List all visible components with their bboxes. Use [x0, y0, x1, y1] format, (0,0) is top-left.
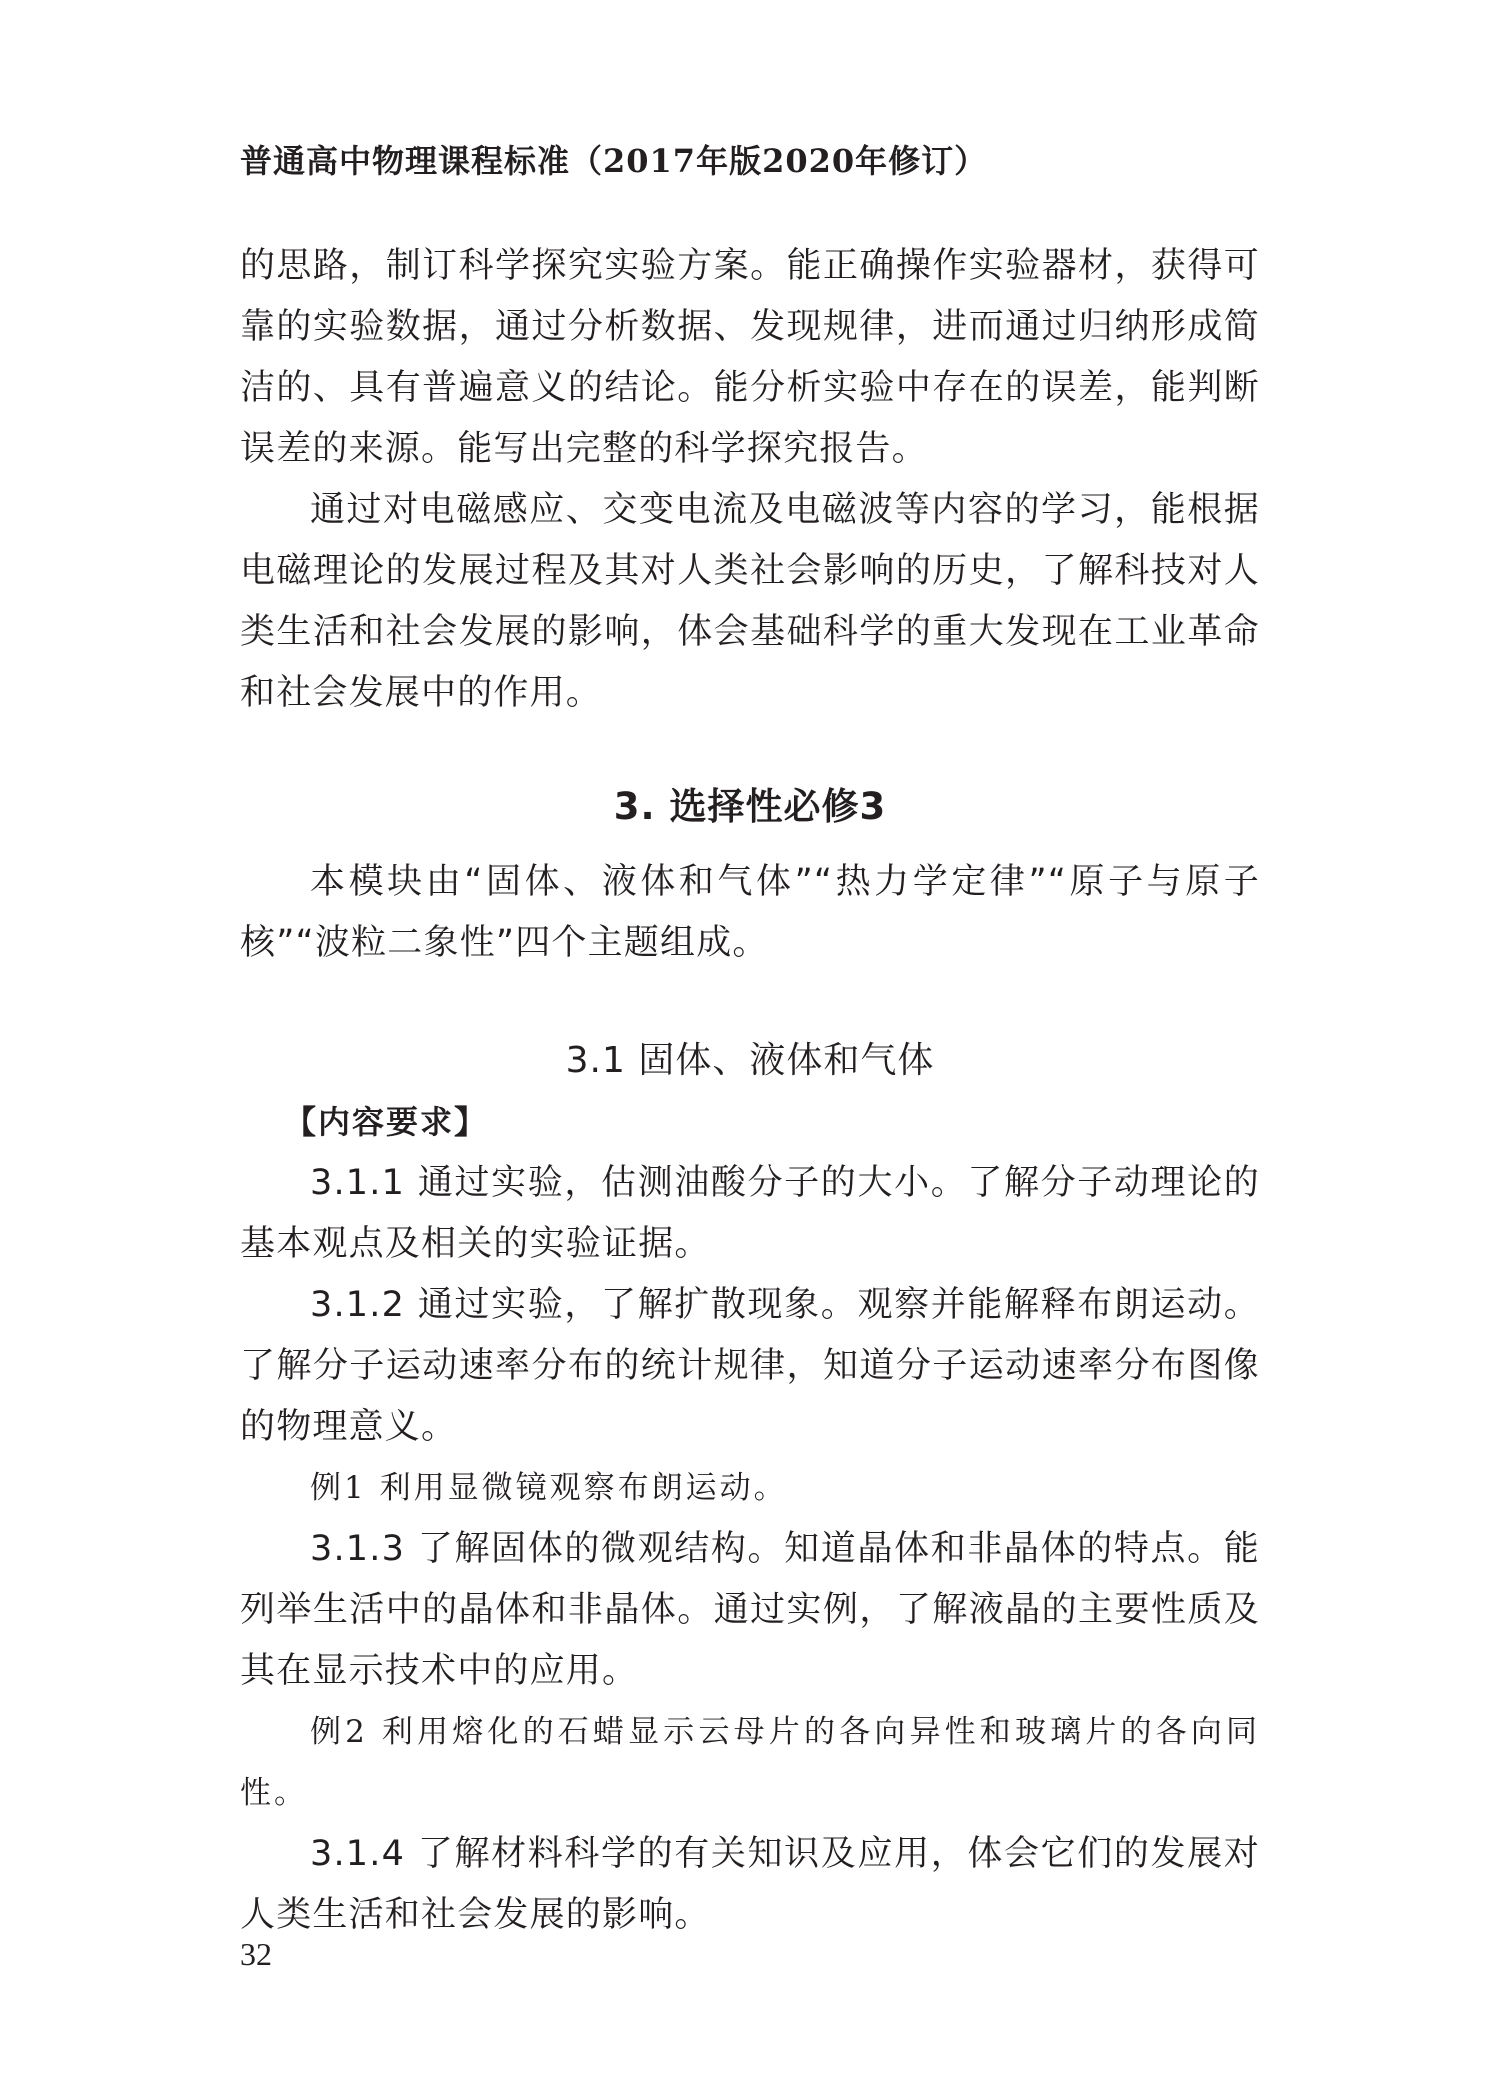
- subsection-title: 3.1 固体、液体和气体: [565, 1040, 935, 1081]
- example-2: 例2 利用熔化的石蜡显示云母片的各向异性和玻璃片的各向同性。: [240, 1714, 1260, 1811]
- body-paragraph-1: 的思路，制订科学探究实验方案。能正确操作实验器材，获得可靠的实验数据，通过分析数据、发现规律，进而通过归纳形成简洁的、具有普遍意义的结论。能分析实验中存在的误差，能判断误差的来源。能写出完整的科学探究报告。: [240, 246, 1260, 469]
- section-intro: 本模块由“固体、液体和气体”“热力学定律”“原子与原子核”“波粒二象性”四个主题组成。: [240, 862, 1260, 963]
- example-1: 例1 利用显微镜观察布朗运动。: [310, 1470, 788, 1506]
- requirement-3-1-2: 3.1.2 通过实验，了解扩散现象。观察并能解释布朗运动。了解分子运动速率分布的统计规律，知道分子运动速率分布图像的物理意义。: [240, 1285, 1260, 1447]
- requirement-3-1-3: 3.1.3 了解固体的微观结构。知道晶体和非晶体的特点。能列举生活中的晶体和非晶体。通过实例，了解液晶的主要性质及其在显示技术中的应用。: [240, 1529, 1260, 1691]
- body-paragraph-2: 通过对电磁感应、交变电流及电磁波等内容的学习，能根据电磁理论的发展过程及其对人类社会影响的历史，了解科技对人类生活和社会发展的影响，体会基础科学的重大发现在工业革命和社会发展中的作用。: [240, 490, 1260, 713]
- content-requirements-heading: 【内容要求】: [284, 1103, 489, 1141]
- page-number: 32: [240, 1936, 272, 1972]
- running-header: 普通高中物理课程标准（2017年版2020年修订）: [240, 142, 988, 180]
- page-content: [240, 236, 1260, 1946]
- section-title: 3. 选择性必修3: [613, 785, 887, 828]
- requirement-3-1-1: 3.1.1 通过实验，估测油酸分子的大小。了解分子动理论的基本观点及相关的实验证据。: [240, 1163, 1260, 1264]
- requirement-3-1-4: 3.1.4 了解材料科学的有关知识及应用，体会它们的发展对人类生活和社会发展的影响。: [240, 1834, 1260, 1935]
